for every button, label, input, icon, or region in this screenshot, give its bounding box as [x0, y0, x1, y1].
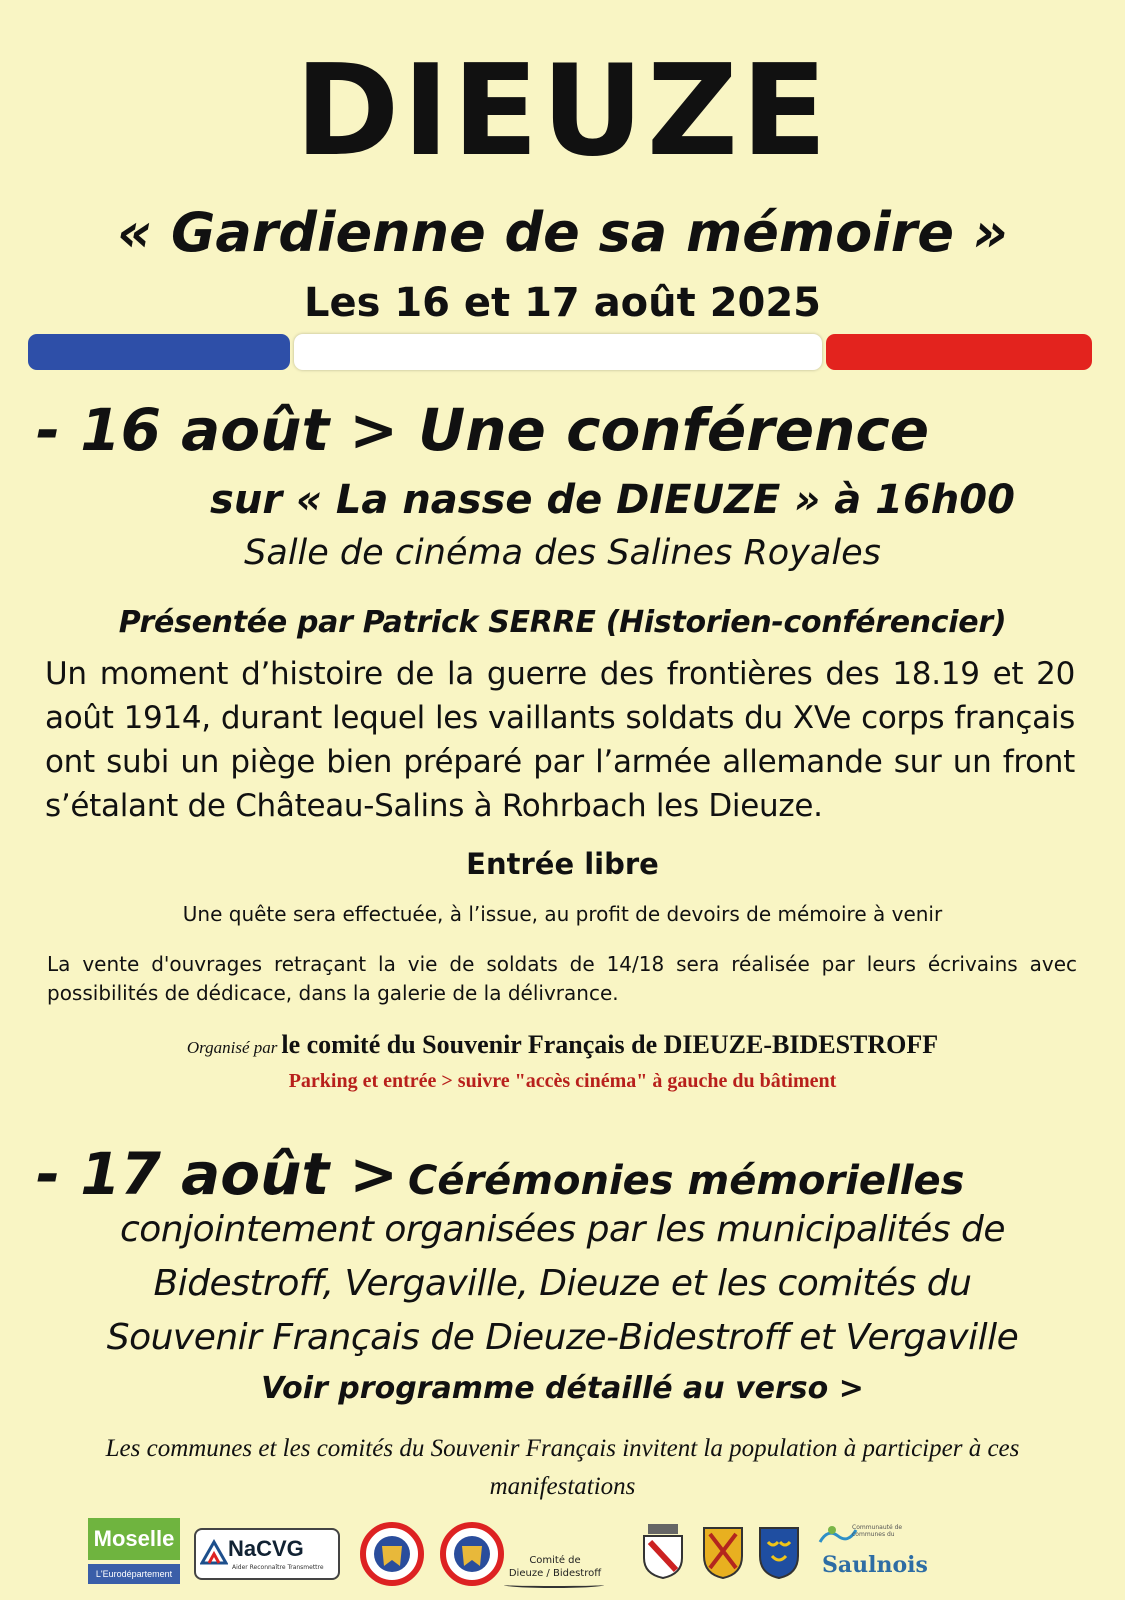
poster-title: DIEUZE [294, 37, 831, 184]
saulnois-logo-subtitle: Communauté de communes du [852, 1524, 903, 1538]
nacvg-logo-subtitle: Aider Reconnaître Transmettre [232, 1564, 324, 1571]
nacvg-emblem-icon [200, 1539, 228, 1565]
day2-description-line: Bidestroff, Vergaville, Dieuze et les comités du [153, 1263, 972, 1304]
book-sale-info: La vente d'ouvrages retraçant la vie de soldats de 14/18 sera réalisée par leurs écrivains avec possibilités de dédicace, dans la galerie de la délivrance. [47, 952, 1077, 1005]
flag-red-bar [826, 334, 1092, 370]
saulnois-logo-name: Saulnois [822, 1552, 928, 1578]
day2-description-line: Souvenir Français de Dieuze-Bidestroff et Vergaville [106, 1317, 1019, 1358]
invitation-text: Les communes et les comités du Souvenir Français invitent la population à participer à ces manifestations [105, 1435, 1020, 1500]
flag-blue-bar [28, 334, 290, 370]
day1-presenter: Présentée par Patrick SERRE (Historien-conférencier) [118, 605, 1007, 640]
poster-subtitle: « Gardienne de sa mémoire » [117, 201, 1008, 264]
day2-description [0, 1203, 1125, 1365]
program-link: Voir programme détaillé au verso > [261, 1371, 864, 1406]
moselle-logo [88, 1518, 180, 1584]
bidestroff-coat-of-arms-icon [700, 1524, 746, 1580]
nacvg-logo-name: NaCVG [228, 1536, 304, 1561]
souvenir-francais-badge-icon [360, 1522, 424, 1586]
vergaville-coat-of-arms-icon [756, 1524, 802, 1580]
moselle-logo-name: Moselle [88, 1518, 180, 1560]
collection-info: Une quête sera effectuée, à l’issue, au profit de devoirs de mémoire à venir [182, 902, 943, 926]
organizer-name: le comité du Souvenir Français de DIEUZE-BIDESTROFF [281, 1030, 939, 1059]
flag-white-bar [294, 334, 822, 370]
comite-logo-line: Dieuze / Bidestroff [508, 1568, 602, 1579]
organizer-prefix: Organisé par [186, 1038, 278, 1057]
day2-heading [36, 1140, 965, 1208]
comite-dieuze-bidestroff-logo [500, 1548, 610, 1590]
day1-subject: sur « La nasse de DIEUZE » à 16h00 [210, 477, 1015, 523]
day2-description-line: conjointement organisées par les municipalités de [119, 1209, 1006, 1250]
nacvg-logo [194, 1528, 340, 1580]
organizer-line [0, 1032, 1125, 1058]
souvenir-francais-badge-icon [440, 1522, 504, 1586]
parking-info: Parking et entrée > suivre "accès cinéma" à gauche du bâtiment [288, 1070, 837, 1092]
dieuze-coat-of-arms-icon [640, 1522, 686, 1580]
day1-heading: - 16 août > Une conférence [36, 396, 930, 464]
moselle-logo-subtitle: L'Eurodépartement [88, 1564, 180, 1584]
day2-title: Cérémonies mémorielles [407, 1158, 965, 1204]
comite-logo-line: Comité de [529, 1555, 581, 1566]
day2-date: - 17 août > [36, 1140, 398, 1208]
event-dates: Les 16 et 17 août 2025 [303, 280, 822, 326]
day1-description: Un moment d’histoire de la guerre des frontières des 18.19 et 20 août 1914, durant lequel les vaillants soldats du XVe corps français ont subi un piège bien préparé par l’armée allemande sur un front s’étalant de Château-Salins à Rohrbach les Dieuze. [45, 656, 1075, 824]
entry-info: Entrée libre [466, 847, 659, 881]
saulnois-logo [812, 1520, 930, 1588]
day1-venue: Salle de cinéma des Salines Royales [244, 533, 881, 573]
